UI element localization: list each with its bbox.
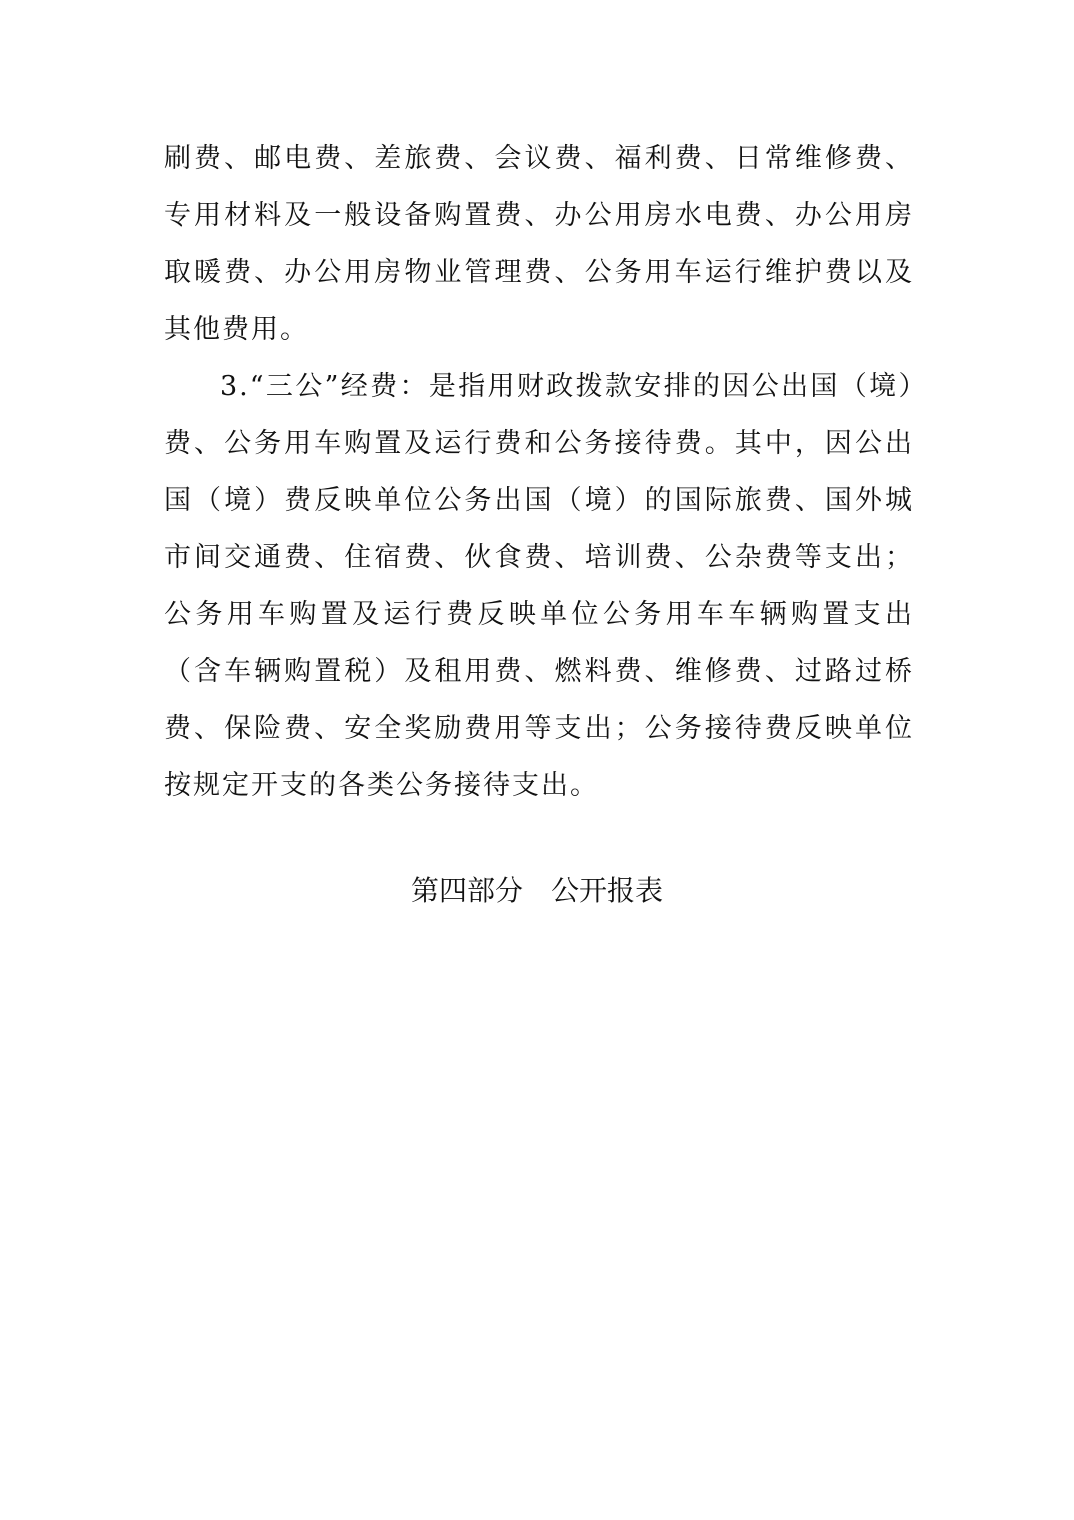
paragraph-expense-items: 刷费、邮电费、差旅费、会议费、福利费、日常维修费、专用材料及一般设备购置费、办公用房水电费、办公用房取暖费、办公用房物业管理费、公务用车运行维护费以及其他费用。 (164, 143, 914, 345)
body-text (164, 130, 914, 814)
section-heading: 第四部分 公开报表 (410, 874, 663, 907)
paragraph-three-public-expenses: 3.“三公”经费：是指用财政拨款安排的因公出国（境）费、公务用车购置及运行费和公务接待费。其中，因公出国（境）费反映单位公务出国（境）的国际旅费、国外城市间交通费、住宿费、伙食费、培训费、公杂费等支出；公务用车购置及运行费反映单位公务用车车辆购置支出（含车辆购置税）及租用费、燃料费、维修费、过路过桥费、保险费、安全奖励费用等支出；公务接待费反映单位按规定开支的各类公务接待支出。 (164, 371, 914, 801)
